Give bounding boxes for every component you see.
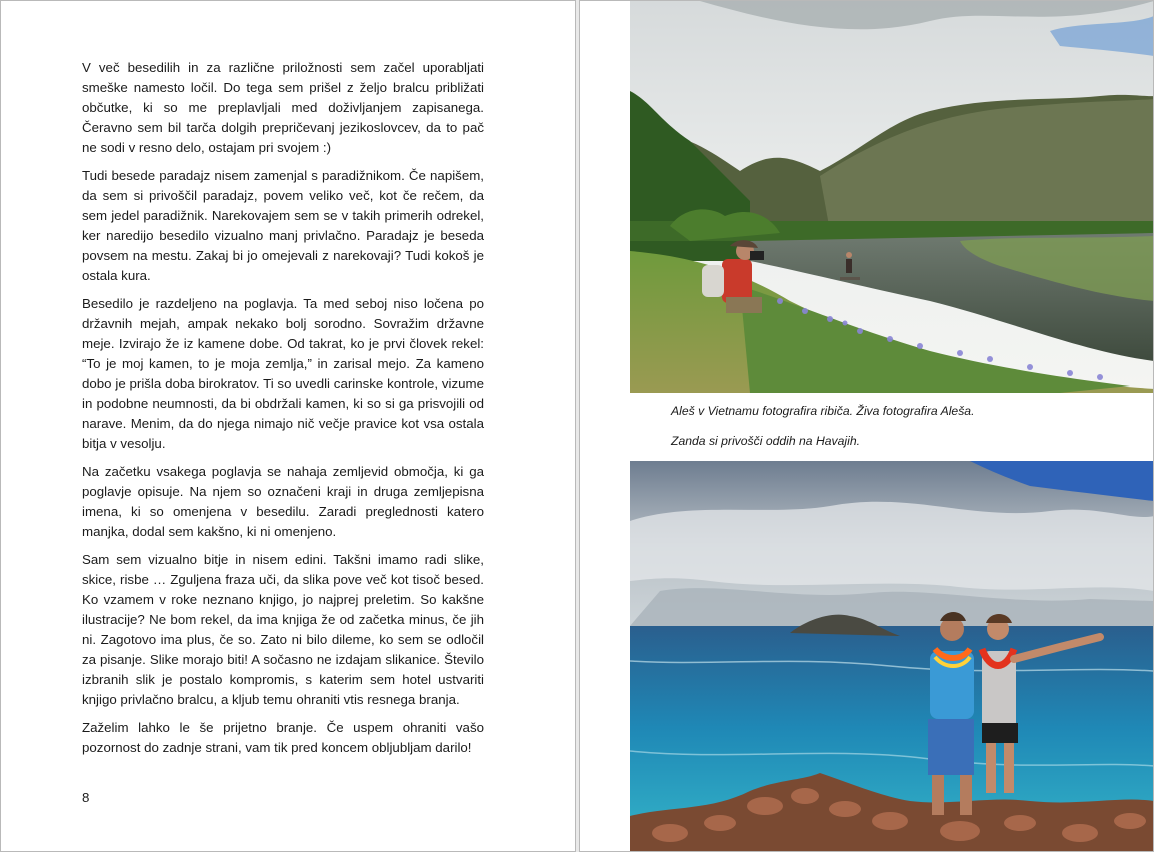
paragraph: Na začetku vsakega poglavja se nahaja zemljevid območja, ki ga poglavje opisuje. Na njem so označeni kraji in druga zemljepisna imena, ki so omenjena v besedilu. Zaradi preglednosti katero manjka, dodal sem kakšno, ki ni omenjeno.	[82, 464, 484, 539]
photo-hawaii-image	[630, 461, 1154, 852]
body-text	[82, 58, 484, 766]
paragraph: Zaželim lahko le še prijetno branje. Če uspem ohraniti vašo pozornost do zadnje strani, vam tik pred koncem obljubljam darilo!	[82, 720, 484, 755]
photo-caption-hawaii: Zanda si privošči oddih na Havajih.	[671, 434, 861, 448]
right-page	[579, 0, 1154, 852]
photo-hawaii-coast	[630, 461, 1154, 852]
paragraph: V več besedilih in za različne priložnosti sem začel uporabljati smeške namesto ločil. Do tega sem prišel z željo bralcu približati občutke, ki so me preplavljali med doživljanjem zapisanega. Čeravno sem bil tarča dolgih prepričevanj jezikoslovcev, da to pač ne sodi v resno delo, ostajam pri svojem :)	[82, 60, 484, 155]
paragraph: Besedilo je razdeljeno na poglavja. Ta med seboj niso ločena po državnih mejah, ampak nekako bolj sorodno. Sovražim državne meje. Izvirajo že iz kamene dobe. Od takrat, ko je prvi človek rekel: “To je moj kamen, to je moja zemlja,” in zarisal mejo. Za kameno dobo je prišla doba birokratov. Ti so uvedli carinske kontrole, vizume in podobne neumnosti, da bi obdržali kamen, ki so si ga prisvojili od narave. Menim, da do njega nimajo nič večje pravice kot vsa ostala bitja v vesolju.	[82, 296, 484, 451]
paragraph: Tudi besede paradajz nisem zamenjal s paradižnikom. Če napišem, da sem si privoščil paradajz, povem veliko več, kot če rečem, da sem jedel paradižnik. Narekovajem sem se v takih primerih odrekel, ker naredijo besedilo vizualno manj privlačno. Paradajz je beseda povsem na mestu. Zakaj bi jo omejevali z narekovaji? Tudi kokoš je ostala kura.	[82, 168, 484, 283]
page-number: 8	[82, 790, 90, 805]
photo-vietnam-image	[630, 1, 1154, 393]
photo-caption-vietnam: Aleš v Vietnamu fotografira ribiča. Živa fotografira Aleša.	[671, 404, 975, 418]
photo-vietnam-landscape	[630, 1, 1154, 393]
paragraph: Sam sem vizualno bitje in nisem edini. Takšni imamo radi slike, skice, risbe … Zguljena fraza uči, da slika pove več kot tisoč besed. Ko vzamem v roke neznano knjigo, jo najprej preletim. So kakšne ilustracije? Ne bom rekel, da ima knjiga že od začetka minus, če jih ni. Zagotovo ima plus, če so. Zato ni bilo dileme, ko sem se odločil za pisanje. Slike morajo biti! A sočasno ne izdajam slikanice. Število izbranih slik je postalo kompromis, s katerim sem hotel ustvariti knjigo privlačno bralcu, a kljub temu ohraniti vtis resnega branja.	[82, 552, 484, 707]
left-page	[0, 0, 576, 852]
